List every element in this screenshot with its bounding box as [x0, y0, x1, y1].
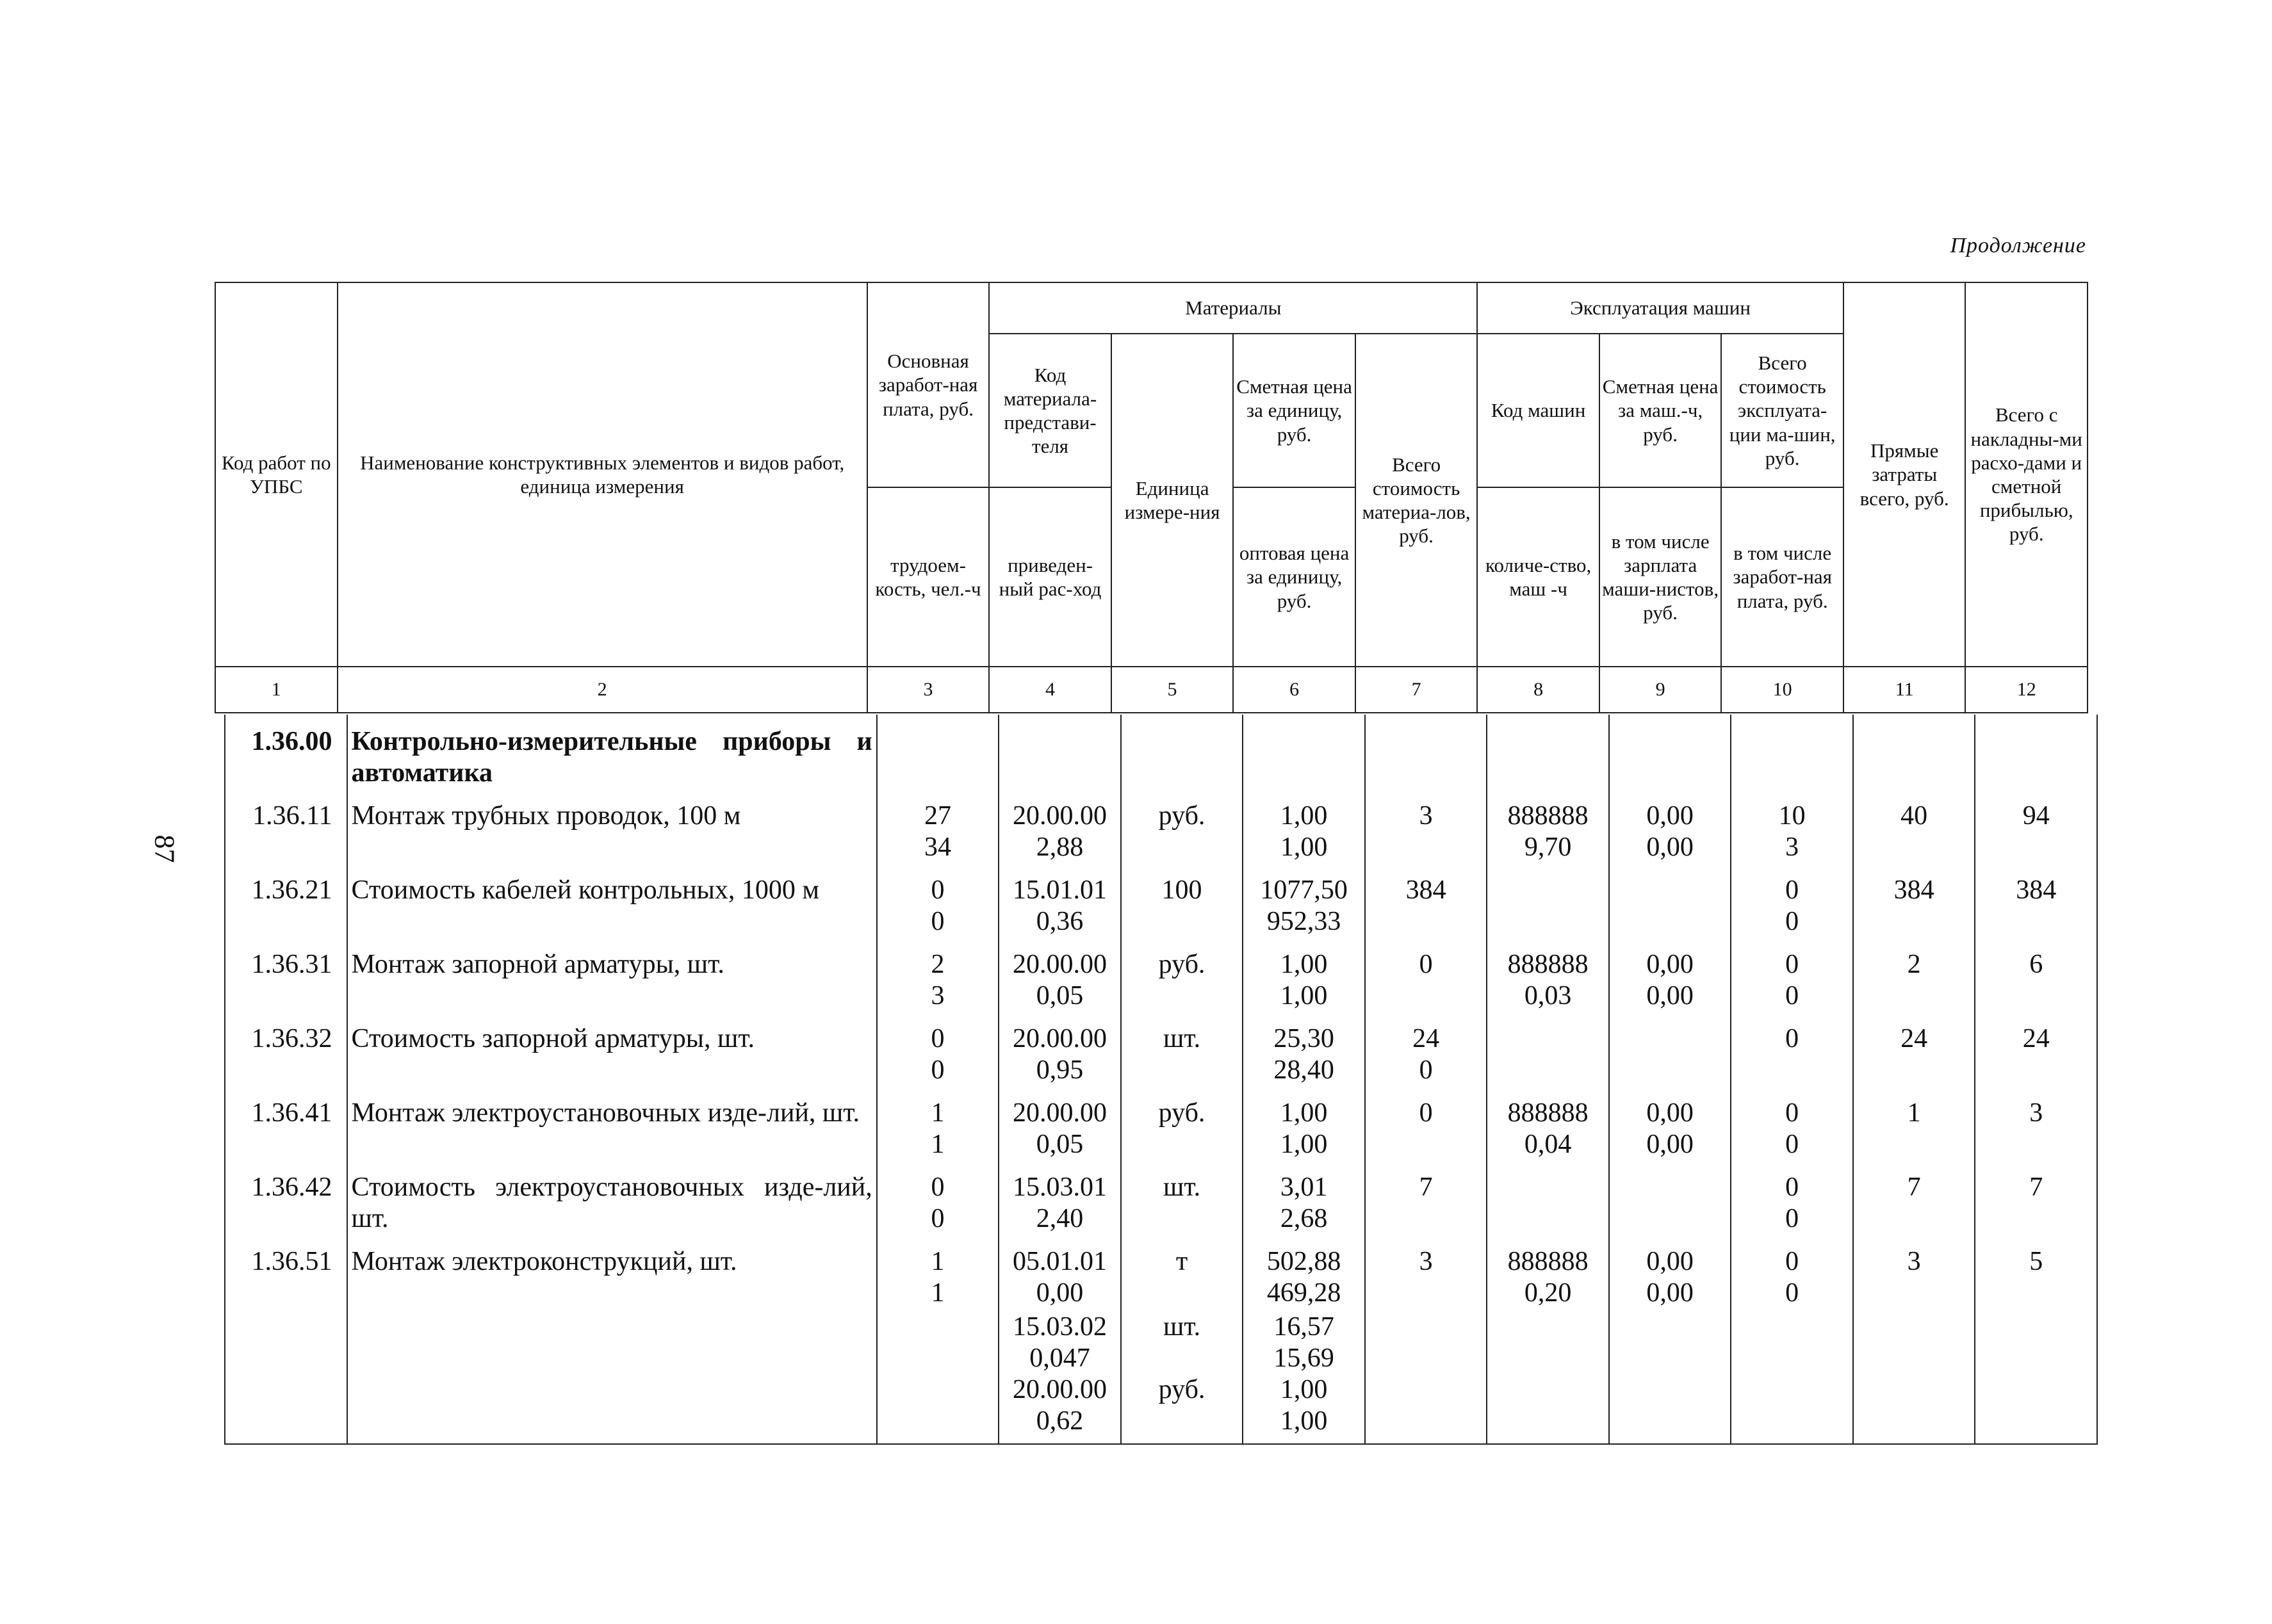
table-row	[225, 866, 2097, 940]
unit: руб.	[1121, 1374, 1243, 1444]
material-total-line2	[1369, 832, 1483, 863]
material-total-line1: 3	[1419, 1247, 1433, 1276]
material-code-line1: 15.03.02	[1013, 1312, 1107, 1342]
material-code-line1: 20.00.00	[1013, 1024, 1107, 1053]
direct-cost: 3	[1853, 1237, 1975, 1311]
machine-total-line2: 0	[1785, 1204, 1799, 1233]
material-code-line2: 0,00	[1036, 1278, 1084, 1308]
col-number: 2	[338, 667, 867, 713]
empty-cell	[1853, 1311, 1975, 1374]
header-mach-total-bottom: в том числе заработ-ная плата, руб.	[1721, 487, 1843, 667]
machine-total	[1731, 866, 1853, 940]
est-price-line2: 2,68	[1280, 1204, 1328, 1233]
section-row	[225, 715, 2097, 792]
direct-cost: 1	[1853, 1089, 1975, 1163]
machine-total-line1: 10	[1778, 801, 1806, 831]
unit: руб.	[1121, 940, 1243, 1014]
header-code: Код работ по УПБС	[215, 282, 338, 667]
est-price-line2: 469,28	[1266, 1278, 1341, 1308]
unit: руб.	[1121, 792, 1243, 866]
machine-total	[1731, 1237, 1853, 1311]
table-row	[225, 1237, 2097, 1311]
est-price-line2: 15,69	[1273, 1344, 1334, 1373]
machine-code	[1487, 1014, 1609, 1089]
header-mach-code-top: Код машин	[1477, 334, 1599, 487]
material-code-line2: 0,95	[1036, 1055, 1084, 1085]
machine-price-line2: 0,00	[1646, 832, 1694, 862]
material-code-line1: 15.03.01	[1013, 1173, 1107, 1202]
total-overhead: 6	[1975, 940, 2097, 1014]
work-name: Стоимость электроустановочных изде-лий, шт.	[347, 1163, 877, 1237]
material-total-line1: 0	[1419, 1098, 1433, 1128]
material-code-line2: 0,047	[1029, 1344, 1090, 1373]
col-number: 3	[867, 667, 990, 713]
machine-total-line2: 0	[1785, 1130, 1799, 1159]
material-code	[999, 1374, 1121, 1444]
machine-price-line1: 0,00	[1646, 1247, 1694, 1276]
header-name: Наименование конструктивных элементов и видов работ, единица измерения	[338, 282, 867, 667]
material-total-line1: 3	[1419, 801, 1433, 831]
material-total-line2	[1369, 1203, 1483, 1235]
header-mat-code-top: Код материала-представи-теля	[989, 334, 1111, 487]
direct-cost: 7	[1853, 1163, 1975, 1237]
header-direct: Прямые затраты всего, руб.	[1843, 282, 1966, 667]
machine-code-line2	[1491, 1203, 1605, 1235]
machine-code-line1	[1491, 1023, 1605, 1055]
est-price-line2: 1,00	[1280, 981, 1328, 1011]
total-overhead: 5	[1975, 1237, 2097, 1311]
empty-cell	[225, 1311, 347, 1374]
work-code: 1.36.11	[225, 792, 347, 866]
material-total-line2	[1369, 1278, 1483, 1309]
wage	[877, 940, 999, 1014]
empty-cell	[347, 1374, 877, 1444]
machine-code-line2: 0,04	[1524, 1130, 1572, 1159]
wage-line2: 0	[931, 1055, 945, 1085]
wage-line2: 34	[924, 832, 952, 862]
work-name: Монтаж электроустановочных изде-лий, шт.	[347, 1089, 877, 1163]
machine-code-line2	[1491, 906, 1605, 938]
material-total-line2: 0	[1419, 1055, 1433, 1085]
wage-line2: 1	[931, 1278, 945, 1308]
material-total-line1: 24	[1412, 1024, 1440, 1053]
total-overhead: 24	[1975, 1014, 2097, 1089]
header-wage-bottom: трудоем-кость, чел.-ч	[867, 487, 990, 667]
material-total	[1365, 1237, 1487, 1311]
unit: шт.	[1121, 1311, 1243, 1374]
empty-cell	[1487, 1374, 1609, 1444]
work-name: Монтаж электроконструкций, шт.	[347, 1237, 877, 1311]
empty-cell	[1731, 1374, 1853, 1444]
machine-total	[1731, 1089, 1853, 1163]
wage	[877, 1237, 999, 1311]
machine-code-line1: 888888	[1507, 1247, 1589, 1276]
material-code	[999, 1089, 1121, 1163]
empty-cell	[1365, 1311, 1487, 1374]
material-total	[1365, 1089, 1487, 1163]
est-price	[1243, 1163, 1365, 1237]
machine-code	[1487, 792, 1609, 866]
unit: т	[1121, 1237, 1243, 1311]
empty-cell	[225, 1374, 347, 1444]
est-price-line1: 1077,50	[1260, 875, 1348, 905]
machine-price-line2: 0,00	[1646, 1278, 1694, 1308]
est-price-line2: 952,33	[1266, 907, 1341, 936]
machine-code-line2: 9,70	[1524, 832, 1572, 862]
empty-cell	[1365, 1374, 1487, 1444]
empty-cell	[1609, 1311, 1731, 1374]
machine-price	[1609, 1163, 1731, 1237]
unit: шт.	[1121, 1163, 1243, 1237]
empty-cell	[1975, 1311, 2097, 1374]
machine-total	[1731, 792, 1853, 866]
total-overhead: 94	[1975, 792, 2097, 866]
machine-price-line1: 0,00	[1646, 801, 1694, 831]
work-code: 1.36.42	[225, 1163, 347, 1237]
wage-line1: 1	[931, 1098, 945, 1128]
unit: руб.	[1121, 1089, 1243, 1163]
est-price-line2: 28,40	[1273, 1055, 1334, 1085]
machine-price-line2	[1614, 906, 1727, 938]
machine-total-line1: 0	[1785, 1024, 1799, 1053]
machine-total-line1: 0	[1785, 1098, 1799, 1128]
empty-cell	[1609, 1374, 1731, 1444]
est-price-line2: 1,00	[1280, 1406, 1328, 1436]
col-number: 12	[1965, 667, 2088, 713]
est-price-line2: 1,00	[1280, 1130, 1328, 1159]
machine-price-line1: 0,00	[1646, 1098, 1694, 1128]
est-price	[1243, 1374, 1365, 1444]
material-total	[1365, 940, 1487, 1014]
col-number: 5	[1111, 667, 1234, 713]
machine-total-line2	[1735, 1055, 1849, 1086]
machine-code	[1487, 940, 1609, 1014]
machine-code-line2	[1491, 1055, 1605, 1086]
work-code: 1.36.41	[225, 1089, 347, 1163]
section-code: 1.36.00	[225, 715, 347, 792]
empty-cell	[1731, 1311, 1853, 1374]
work-code: 1.36.21	[225, 866, 347, 940]
material-code-line1: 20.00.00	[1013, 950, 1107, 979]
material-total-line2	[1369, 906, 1483, 938]
machine-price-line1	[1614, 1023, 1727, 1055]
wage-line1: 1	[931, 1247, 945, 1276]
est-price	[1243, 792, 1365, 866]
machine-total-line1: 0	[1785, 950, 1799, 979]
work-name: Стоимость запорной арматуры, шт.	[347, 1014, 877, 1089]
material-code	[999, 866, 1121, 940]
material-total-line2	[1369, 980, 1483, 1012]
est-price	[1243, 1311, 1365, 1374]
work-name: Монтаж запорной арматуры, шт.	[347, 940, 877, 1014]
material-total-line1: 384	[1405, 875, 1446, 905]
wage	[877, 1089, 999, 1163]
material-code	[999, 1237, 1121, 1311]
est-price-line1: 1,00	[1280, 1375, 1328, 1404]
work-code: 1.36.32	[225, 1014, 347, 1089]
est-price	[1243, 1237, 1365, 1311]
material-code	[999, 792, 1121, 866]
empty-cell	[877, 1374, 999, 1444]
material-code-line2: 2,88	[1036, 832, 1084, 862]
header-mach-total-top: Всего стоимость эксплуата-ции ма-шин, руб.	[1721, 334, 1843, 487]
machine-total-line2: 0	[1785, 1278, 1799, 1308]
material-code-line1: 15.01.01	[1013, 875, 1107, 905]
header-mach-code-bottom: количе-ство, маш -ч	[1477, 487, 1599, 667]
est-price	[1243, 1014, 1365, 1089]
machine-code-line1: 888888	[1507, 801, 1589, 831]
section-title: Контрольно-измерительные приборы и автоматика	[347, 715, 877, 792]
est-price-line1: 1,00	[1280, 801, 1328, 831]
machine-code	[1487, 866, 1609, 940]
machine-price-line1	[1614, 875, 1727, 906]
total-overhead: 3	[1975, 1089, 2097, 1163]
material-total-line1: 0	[1419, 950, 1433, 979]
machine-total-line2: 0	[1785, 907, 1799, 936]
header-machines: Эксплуатация машин	[1477, 282, 1843, 334]
est-price-line1: 3,01	[1280, 1173, 1328, 1202]
table-body	[224, 715, 2098, 1445]
unit: 100	[1121, 866, 1243, 940]
header-mach-price-bottom: в том числе зарплата маши-нистов, руб.	[1599, 487, 1722, 667]
work-name: Стоимость кабелей контрольных, 1000 м	[347, 866, 877, 940]
machine-code-line2: 0,20	[1524, 1278, 1572, 1308]
machine-total-line2: 0	[1785, 981, 1799, 1011]
machine-code	[1487, 1237, 1609, 1311]
material-total-line2	[1369, 1129, 1483, 1160]
direct-cost: 384	[1853, 866, 1975, 940]
machine-total-line2: 3	[1785, 832, 1799, 862]
material-total	[1365, 1163, 1487, 1237]
machine-price	[1609, 1237, 1731, 1311]
wage	[877, 1014, 999, 1089]
direct-cost: 24	[1853, 1014, 1975, 1089]
est-price-line2: 1,00	[1280, 832, 1328, 862]
wage-line1: 2	[931, 950, 945, 979]
header-mat-total: Всего стоимость материа-лов, руб.	[1355, 334, 1478, 667]
table-row	[225, 792, 2097, 866]
material-code-line2: 0,05	[1036, 1130, 1084, 1159]
continuation-label: Продолжение	[1950, 234, 2086, 257]
est-price-line1: 1,00	[1280, 950, 1328, 979]
machine-code	[1487, 1089, 1609, 1163]
machine-total	[1731, 1014, 1853, 1089]
table-row	[225, 940, 2097, 1014]
machine-code	[1487, 1163, 1609, 1237]
empty-cell	[1975, 1374, 2097, 1444]
work-name: Монтаж трубных проводок, 100 м	[347, 792, 877, 866]
material-code-line2: 2,40	[1036, 1204, 1084, 1233]
unit: шт.	[1121, 1014, 1243, 1089]
material-code-line1: 20.00.00	[1013, 801, 1107, 831]
header-wage-top: Основная заработ-ная плата, руб.	[867, 282, 990, 487]
col-number: 9	[1599, 667, 1722, 713]
machine-price-line2	[1614, 1203, 1727, 1235]
material-code	[999, 940, 1121, 1014]
machine-price	[1609, 940, 1731, 1014]
empty-cell	[1487, 1311, 1609, 1374]
material-total-line1: 7	[1419, 1173, 1433, 1202]
empty-cell	[877, 1311, 999, 1374]
machine-code-line2: 0,03	[1524, 981, 1572, 1011]
machine-price-line2: 0,00	[1646, 1130, 1694, 1159]
wage-line2: 1	[931, 1130, 945, 1159]
material-code-line1: 05.01.01	[1013, 1247, 1107, 1276]
material-code	[999, 1163, 1121, 1237]
wage-line1: 0	[931, 1173, 945, 1202]
machine-price-line1: 0,00	[1646, 950, 1694, 979]
machine-total-line1: 0	[1785, 1173, 1799, 1202]
wage-line1: 0	[931, 875, 945, 905]
machine-total	[1731, 1163, 1853, 1237]
est-price-line1: 25,30	[1273, 1024, 1334, 1053]
header-est-price-bottom: оптовая цена за единицу, руб.	[1233, 487, 1355, 667]
machine-price	[1609, 792, 1731, 866]
machine-price-line2	[1614, 1055, 1727, 1086]
machine-total-line1: 0	[1785, 1247, 1799, 1276]
col-number: 11	[1843, 667, 1966, 713]
est-price	[1243, 940, 1365, 1014]
wage	[877, 792, 999, 866]
wage-line1: 0	[931, 1024, 945, 1053]
empty-cell	[347, 1311, 877, 1374]
machine-code-line1: 888888	[1507, 1098, 1589, 1128]
machine-price	[1609, 1089, 1731, 1163]
material-total	[1365, 1014, 1487, 1089]
material-code	[999, 1014, 1121, 1089]
col-number: 1	[215, 667, 338, 713]
material-code-line2: 0,62	[1036, 1406, 1084, 1436]
col-number: 10	[1721, 667, 1843, 713]
table-header	[215, 282, 2088, 713]
col-number: 7	[1355, 667, 1478, 713]
work-code: 1.36.51	[225, 1237, 347, 1311]
empty-cell	[1853, 1374, 1975, 1444]
table-row	[225, 1163, 2097, 1237]
est-price-line1: 502,88	[1266, 1247, 1341, 1276]
est-price	[1243, 1089, 1365, 1163]
machine-total	[1731, 940, 1853, 1014]
header-overhead: Всего с накладны-ми расхо-дами и сметной прибылью, руб.	[1965, 282, 2088, 667]
est-price-line1: 1,00	[1280, 1098, 1328, 1128]
wage-line2: 0	[931, 907, 945, 936]
total-overhead: 384	[1975, 866, 2097, 940]
est-price	[1243, 866, 1365, 940]
direct-cost: 40	[1853, 792, 1975, 866]
wage	[877, 1163, 999, 1237]
machine-price-line1	[1614, 1172, 1727, 1203]
material-code-line2: 0,05	[1036, 981, 1084, 1011]
header-est-price-top: Сметная цена за единицу, руб.	[1233, 334, 1355, 487]
col-number: 8	[1477, 667, 1599, 713]
machine-price-line2: 0,00	[1646, 981, 1694, 1011]
total-overhead: 7	[1975, 1163, 2097, 1237]
wage	[877, 866, 999, 940]
col-number: 6	[1233, 667, 1355, 713]
machine-total-line1: 0	[1785, 875, 1799, 905]
machine-code-line1	[1491, 875, 1605, 906]
header-materials: Материалы	[989, 282, 1477, 334]
material-total	[1365, 866, 1487, 940]
wage-line1: 27	[924, 801, 952, 831]
machine-price	[1609, 1014, 1731, 1089]
machine-code-line1: 888888	[1507, 950, 1589, 979]
header-mat-code-bottom: приведен-ный рас-ход	[989, 487, 1111, 667]
direct-cost: 2	[1853, 940, 1975, 1014]
col-number: 4	[989, 667, 1111, 713]
table-row	[225, 1089, 2097, 1163]
machine-code-line1	[1491, 1172, 1605, 1203]
material-total	[1365, 792, 1487, 866]
wage-line2: 3	[931, 981, 945, 1011]
material-code-line2: 0,36	[1036, 907, 1084, 936]
material-code-line1: 20.00.00	[1013, 1375, 1107, 1404]
material-code	[999, 1311, 1121, 1374]
machine-price	[1609, 866, 1731, 940]
header-unit: Единица измере-ния	[1111, 334, 1234, 667]
material-code-line1: 20.00.00	[1013, 1098, 1107, 1128]
table-row-continuation	[225, 1374, 2097, 1444]
table-row-continuation	[225, 1311, 2097, 1374]
page-number: 87	[149, 834, 181, 863]
header-mach-price-top: Сметная цена за маш.-ч, руб.	[1599, 334, 1722, 487]
table-row	[225, 1014, 2097, 1089]
work-code: 1.36.31	[225, 940, 347, 1014]
wage-line2: 0	[931, 1204, 945, 1233]
est-price-line1: 16,57	[1273, 1312, 1334, 1342]
